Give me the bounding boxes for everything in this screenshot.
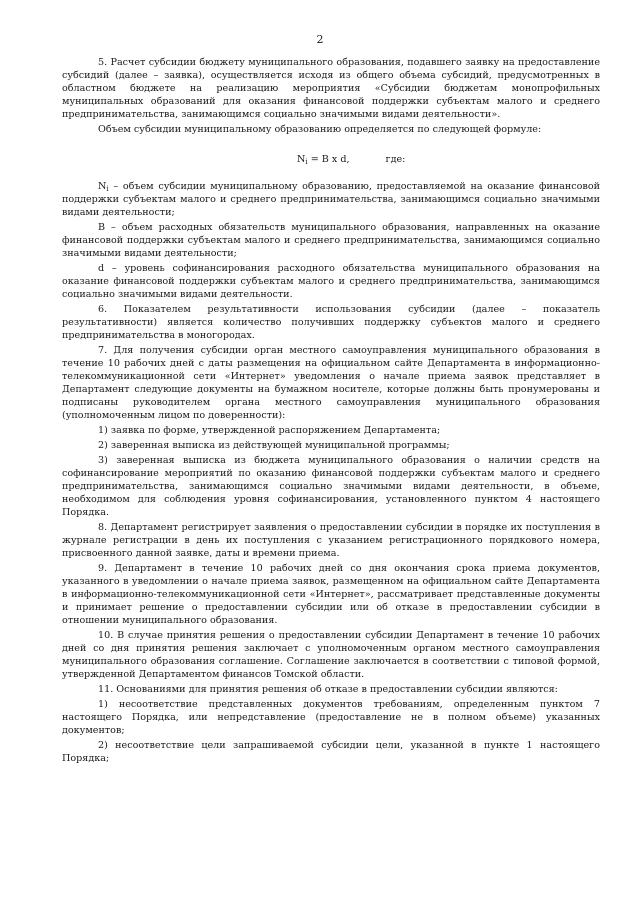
formula-rhs: = B x d, [307,154,350,165]
paragraph-7-item-3: 3) заверенная выписка из бюджета муниципального образования о наличии средств на софинансирование мероприятий по оказанию финансовой поддержки субъектам малого и среднего предпринимательства, занимающимся социально значимыми видами деятельности, в объеме, необходимом для соблюдения уровня софинансирования, установленного пунктом 4 настоящего Порядка. [62,455,600,518]
paragraph-11: 11. Основаниями для принятия решения об отказе в предоставлении субсидии являются: [98,684,558,695]
paragraph-5: 5. Расчет субсидии бюджету муниципального образования, подавшего заявку на предоставление субсидий (далее – заявка), осуществляется исходя из общего объема субсидий, предусмотренных в областном бюджете на реализацию мероприятия «Субсидии бюджетам монопрофильных муниципальных образований для оказания финансовой поддержки субъектам малого и среднего предпринимательства, занимающимся социально значимыми видами деятельности». [62,57,600,120]
paragraph-11-item-1: 1) несоответствие представленных документов требованиям, определенным пунктом 7 настоящего Порядка, или непредставление (предоставление не в полном объеме) указанных документов; [62,699,600,736]
definition-n [62,180,600,219]
formula-subscript: i [305,158,308,166]
definition-n-subscript: i [106,185,109,193]
paragraph-7-item-1: 1) заявка по форме, утвержденной распоряжением Департамента; [98,425,441,436]
paragraph-8: 8. Департамент регистрирует заявления о предоставлении субсидии в порядке их поступления в журнале регистрации в день их поступления с указанием регистрационного порядкового номера, присвоенного данной заявке, даты и времени приема. [62,522,600,559]
paragraph-7-item-2: 2) заверенная выписка из действующей муниципальной программы; [98,440,450,451]
paragraph-6: 6. Показателем результативности использования субсидии (далее – показатель результативности) является количество получивших поддержку субъектов малого и среднего предпринимательства в моногородах. [62,304,600,341]
paragraph-10: 10. В случае принятия решения о предоставлении субсидии Департамент в течение 10 рабочих дней со дня принятия решения заключает с уполномоченным органом местного самоуправления муниципального образования соглашение. Соглашение заключается в соответствии с типовой формой, утвержденной Департаментом финансов Томской области. [62,630,600,680]
paragraph-9: 9. Департамент в течение 10 рабочих дней со дня окончания срока приема документов, указанного в уведомлении о начале приема заявок, размещенном на официальном сайте Департамента в информационно-телекоммуникационной сети «Интернет», рассматривает представленные документы и принимает решение о предоставлении субсидии или об отказе в предоставлении субсидии в отношении муниципального образования. [62,563,600,626]
document-body [62,56,600,767]
paragraph-7: 7. Для получения субсидии орган местного самоуправления муниципального образования в течение 10 рабочих дней с даты размещения на официальном сайте Департамента в информационно-телекоммуникационной сети «Интернет» уведомления о начале приема заявок представляет в Департамент следующие документы на бумажном носителе, которые должны быть пронумерованы и подписаны руководителем органа местного самоуправления муниципального образования (уполномоченным лицом по доверенности): [62,345,600,421]
page-number: 2 [316,33,324,46]
formula [62,153,600,166]
formula-lhs: N [297,154,306,165]
definition-n-symbol: N [98,181,107,192]
definition-n-text: – объем субсидии муниципальному образованию, предоставляемой на оказание финансовой поддержки субъектам малого и среднего предпринимательства, занимающимся социально значимыми видами деятельности; [62,181,600,218]
formula-intro: Объем субсидии муниципальному образованию определяется по следующей формуле: [98,124,542,135]
formula-where: где: [385,154,406,165]
paragraph-11-item-2: 2) несоответствие цели запрашиваемой субсидии цели, указанной в пункте 1 настоящего Порядка; [62,740,600,764]
definition-b: B – объем расходных обязательств муниципального образования, направленных на оказание финансовой поддержки субъектам малого и среднего предпринимательства, занимающимся социально значимыми видами деятельности; [62,222,600,259]
definition-d: d – уровень софинансирования расходного обязательства муниципального образования на оказание финансовой поддержки субъектам малого и среднего предпринимательства, занимающимся социально значимыми видами деятельности. [62,263,600,300]
